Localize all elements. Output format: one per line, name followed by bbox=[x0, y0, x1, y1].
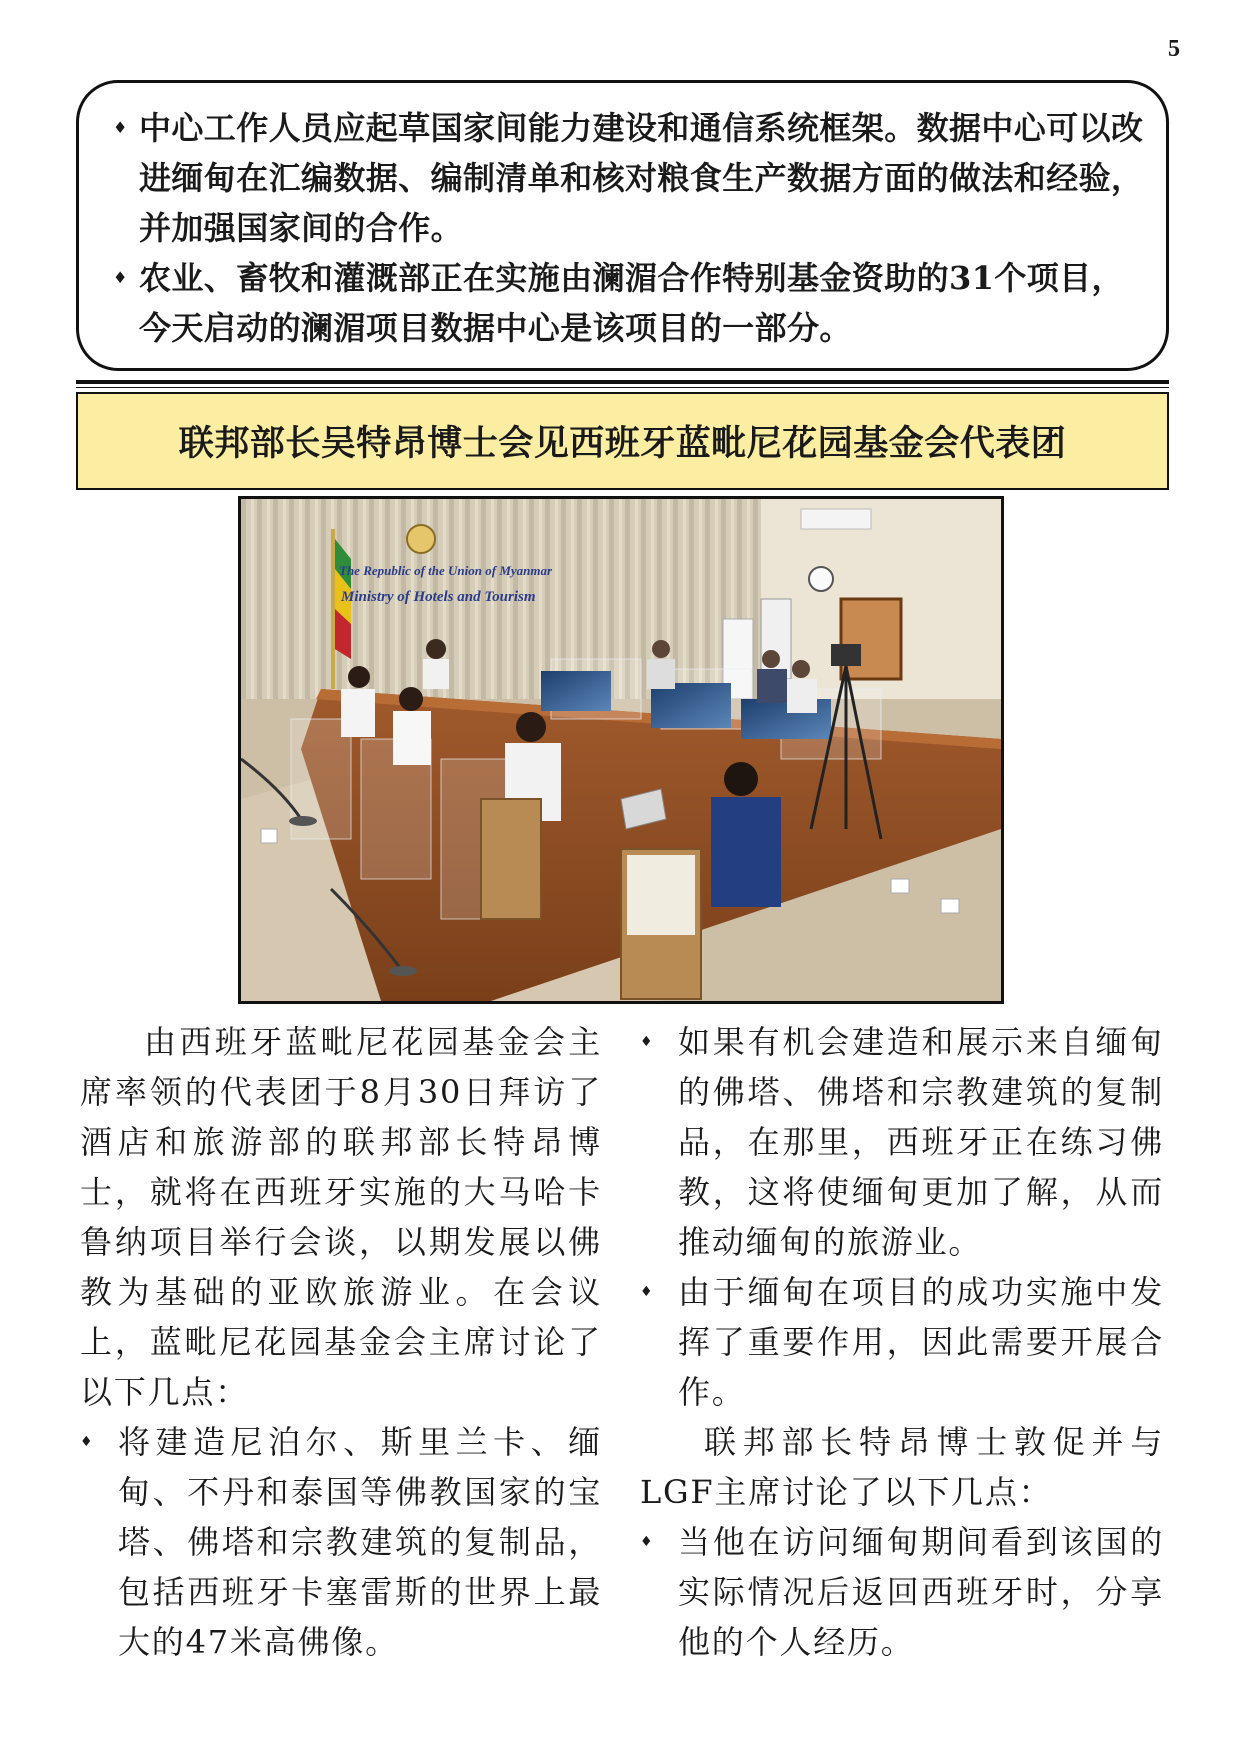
diamond-bullet-icon: ♦ bbox=[113, 268, 128, 287]
diamond-bullet-icon: ♦ bbox=[113, 118, 128, 137]
article-bullet-text: 如果有机会建造和展示来自缅甸的佛塔、佛塔和宗教建筑的复制品，在那里，西班牙正在练习佛教，这将使缅甸更加了解，从而推动缅甸的旅游业。 bbox=[678, 1023, 1164, 1261]
article-bullet-text: 将建造尼泊尔、斯里兰卡、缅甸、不丹和泰国等佛教国家的宝塔、佛塔和宗教建筑的复制品，包括西班牙卡塞雷斯的世界上最大的47米高佛像。 bbox=[118, 1423, 602, 1661]
article-intro-paragraph: 由西班牙蓝毗尼花园基金会主席率领的代表团于8月30日拜访了酒店和旅游部的联邦部长特昂博士，就将在西班牙实施的大马哈卡鲁纳项目举行会谈，以期发展以佛教为基础的亚欧旅游业。在会议上，蓝毗尼花园基金会主席讨论了以下几点： bbox=[80, 1023, 602, 1411]
sign-line-1: The Republic of the Union of Myanmar bbox=[339, 563, 553, 578]
article-right-column bbox=[640, 1017, 1164, 1667]
summary-box bbox=[76, 80, 1169, 371]
summary-bullet bbox=[99, 253, 1144, 353]
section-divider bbox=[76, 380, 1169, 384]
page-number: 5 bbox=[1168, 36, 1180, 62]
article-bullet-text: 由于缅甸在项目的成功实施中发挥了重要作用，因此需要开展合作。 bbox=[678, 1273, 1164, 1411]
headline-banner bbox=[76, 392, 1169, 490]
article-bullet bbox=[80, 1417, 602, 1667]
article-headline: 联邦部长吴特昂博士会见西班牙蓝毗尼花园基金会代表团 bbox=[178, 423, 1067, 464]
section-divider-thin bbox=[76, 387, 1169, 388]
article-left-column bbox=[80, 1017, 602, 1667]
sign-line-2: Ministry of Hotels and Tourism bbox=[341, 589, 536, 605]
article-bullet-text: 当他在访问缅甸期间看到该国的实际情况后返回西班牙时，分享他的个人经历。 bbox=[678, 1523, 1164, 1661]
article-bullet bbox=[640, 1517, 1164, 1667]
summary-bullet bbox=[99, 103, 1144, 253]
meeting-photo bbox=[238, 496, 1004, 1004]
summary-bullet-text: 农业、畜牧和灌溉部正在实施由澜湄合作特别基金资助的31个项目，今天启动的澜湄项目数据中心是该项目的一部分。 bbox=[139, 259, 1124, 347]
article-bullet bbox=[640, 1267, 1164, 1417]
article-bullet bbox=[640, 1017, 1164, 1267]
diamond-bullet-icon: ♦ bbox=[640, 1534, 655, 1550]
diamond-bullet-icon: ♦ bbox=[80, 1434, 95, 1450]
article-paragraph: 联邦部长特昂博士敦促并与LGF主席讨论了以下几点： bbox=[640, 1423, 1164, 1511]
diamond-bullet-icon: ♦ bbox=[640, 1284, 655, 1300]
diamond-bullet-icon: ♦ bbox=[640, 1034, 655, 1050]
summary-bullet-text: 中心工作人员应起草国家间能力建设和通信系统框架。数据中心可以改进缅甸在汇编数据、编制清单和核对粮食生产数据方面的做法和经验，并加强国家间的合作。 bbox=[139, 109, 1144, 247]
